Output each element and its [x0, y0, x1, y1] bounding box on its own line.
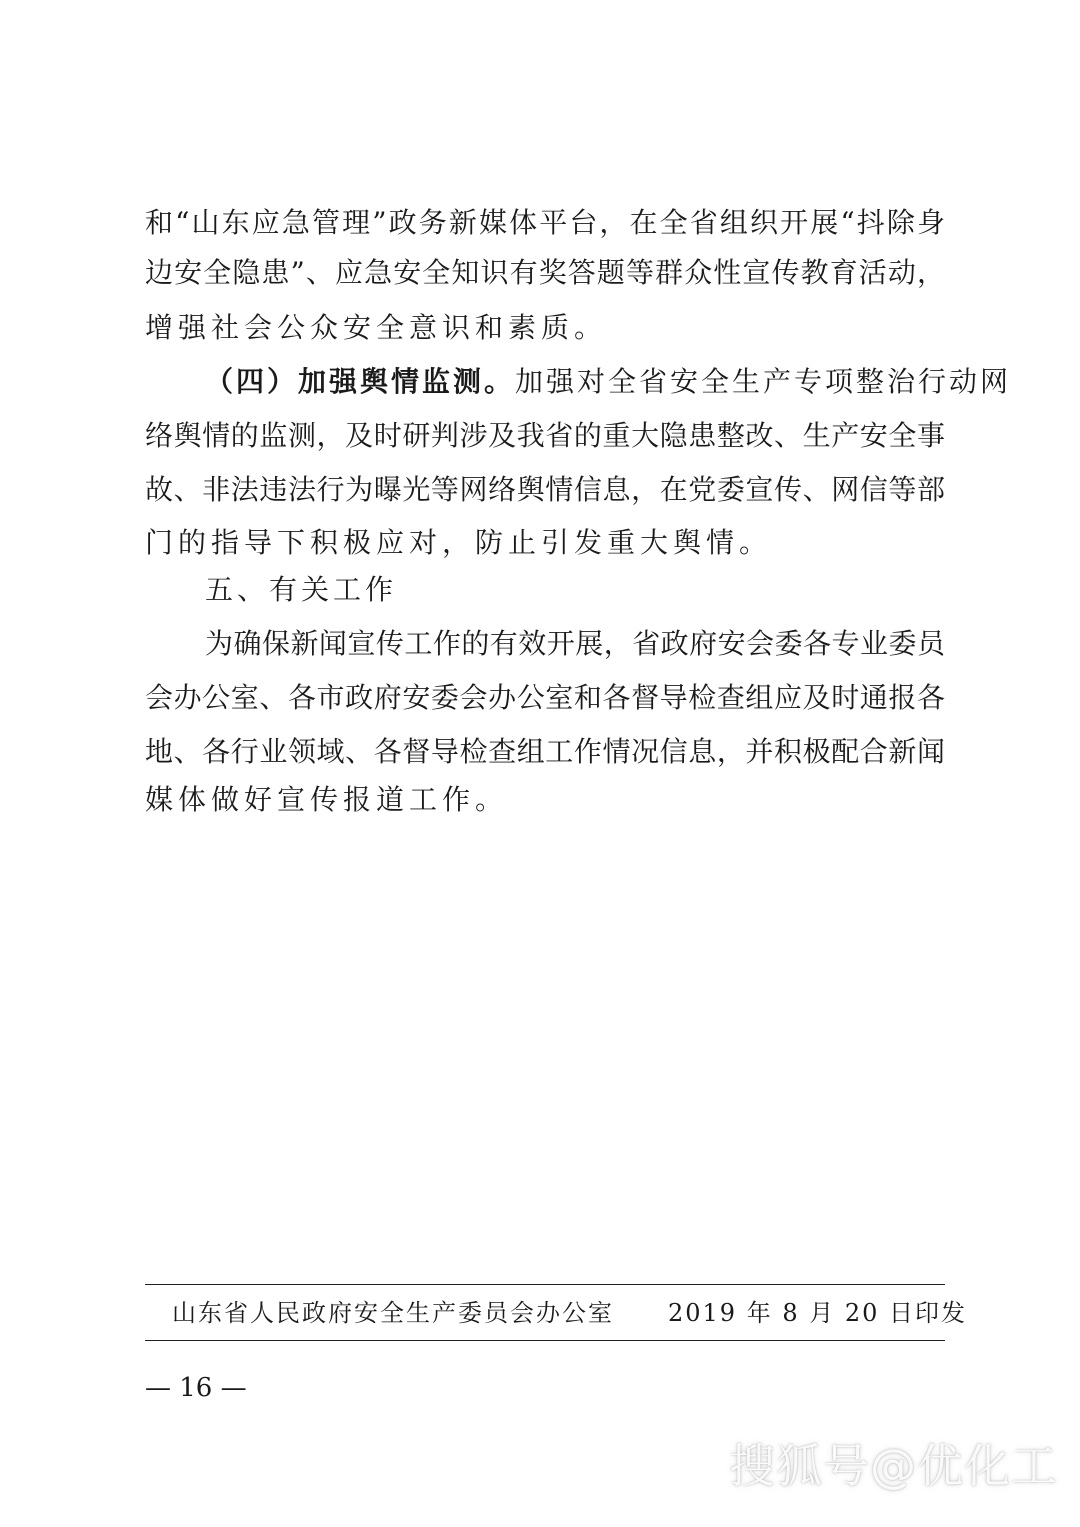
paragraph-1-line-1: 和“山东应急管理”政务新媒体平台，在全省组织开展“抖除身: [145, 206, 945, 239]
paragraph-2-line-1-rest: 加强对全省安全生产专项整治行动网: [515, 365, 1012, 398]
page-number: — 16 —: [145, 1373, 247, 1403]
paragraph-2-line-1: [205, 362, 1011, 402]
paragraph-3-line-4: 媒体做好宣传报道工作。: [145, 783, 509, 816]
footer-top-rule: [145, 1284, 945, 1285]
footer-issuer: 山东省人民政府安全生产委员会办公室: [172, 1299, 614, 1327]
paragraph-3-line-1: 为确保新闻宣传工作的有效开展，省政府安会委各专业委员: [205, 627, 945, 660]
section-5-heading: 五、有关工作: [205, 573, 398, 606]
watermark: 搜狐号@优化工: [729, 1439, 1058, 1493]
footer-bottom-rule: [145, 1340, 945, 1341]
paragraph-1-line-2: 边安全隐患”、应急安全知识有奖答题等群众性宣传教育活动，: [145, 256, 945, 289]
footer-date: 2019 年 8 月 20 日印发: [668, 1299, 968, 1327]
paragraph-2-line-2: 络舆情的监测，及时研判涉及我省的重大隐患整改、生产安全事: [145, 419, 945, 452]
subsection-4-heading: （四）加强舆情监测。: [205, 365, 516, 398]
paragraph-2-line-3: 故、非法违法行为曝光等网络舆情信息，在党委宣传、网信等部: [145, 473, 945, 506]
paragraph-3-line-3: 地、各行业领域、各督导检查组工作情况信息，并积极配合新闻: [145, 735, 945, 768]
paragraph-1-line-3: 增强社会公众安全意识和素质。: [145, 311, 608, 344]
paragraph-3-line-2: 会办公室、各市政府安委会办公室和各督导检查组应及时通报各: [145, 681, 945, 714]
paragraph-2-line-4: 门的指导下积极应对，防止引发重大舆情。: [145, 526, 773, 559]
